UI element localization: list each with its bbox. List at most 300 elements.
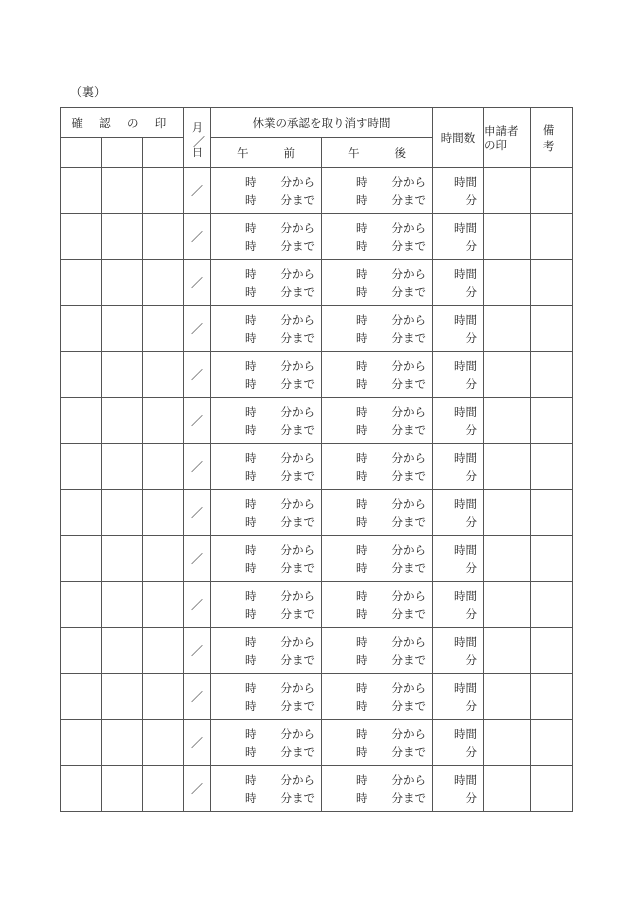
from-label: 分から — [280, 174, 316, 189]
seal-cell-1[interactable] — [61, 628, 102, 674]
am-time-cell[interactable] — [211, 674, 322, 720]
until-label: 分まで — [280, 514, 316, 529]
remarks-cell[interactable] — [531, 168, 573, 214]
hours-unit-label: 時間 — [454, 726, 478, 741]
hour-label: 時 — [245, 450, 257, 465]
hour-label: 時 — [356, 790, 368, 805]
date-slash: ／ — [191, 276, 204, 290]
hour-label: 時 — [245, 266, 257, 281]
seal-cell-2[interactable] — [102, 490, 143, 536]
date-cell[interactable] — [184, 444, 211, 490]
hour-label: 時 — [245, 652, 257, 667]
hour-label: 時 — [356, 468, 368, 483]
seal-cell-1[interactable] — [61, 214, 102, 260]
hour-label: 時 — [245, 192, 257, 207]
minutes-unit-label: 分 — [465, 238, 478, 253]
seal-cell-3[interactable] — [143, 306, 184, 352]
pm-time-cell[interactable] — [322, 444, 433, 490]
applicant-seal-cell[interactable] — [484, 168, 531, 214]
table-row — [61, 444, 573, 490]
from-label: 分から — [280, 266, 316, 281]
hour-label: 時 — [356, 726, 368, 741]
seal-cell-1[interactable] — [61, 168, 102, 214]
hours-unit-label: 時間 — [454, 312, 478, 327]
date-cell[interactable] — [184, 766, 211, 812]
applicant-seal-line1: 申請者 — [484, 123, 519, 138]
from-label: 分から — [280, 588, 316, 603]
hour-label: 時 — [245, 698, 257, 713]
from-label: 分から — [391, 174, 427, 189]
day-label: 日 — [192, 146, 204, 159]
until-label: 分まで — [391, 698, 427, 713]
date-slash: ／ — [191, 506, 204, 520]
date-slash: ／ — [191, 414, 204, 428]
table-row — [61, 214, 573, 260]
applicant-seal-cell[interactable] — [484, 352, 531, 398]
date-slash: ／ — [191, 598, 204, 612]
seal-cell-3[interactable] — [143, 490, 184, 536]
seal-cell-1[interactable] — [61, 766, 102, 812]
applicant-seal-cell[interactable] — [484, 536, 531, 582]
seal-cell-2[interactable] — [102, 214, 143, 260]
from-label: 分から — [280, 772, 316, 787]
hour-label: 時 — [356, 588, 368, 603]
seal-cell-2[interactable] — [102, 168, 143, 214]
hour-label: 時 — [245, 680, 257, 695]
date-slash: ／ — [191, 460, 204, 474]
from-label: 分から — [391, 680, 427, 695]
seal-cell-3[interactable] — [143, 674, 184, 720]
remarks-cell[interactable] — [531, 536, 573, 582]
hours-count-cell[interactable] — [433, 444, 484, 490]
until-label: 分まで — [391, 560, 427, 575]
hours-count-cell[interactable] — [433, 536, 484, 582]
am-time-cell[interactable] — [211, 398, 322, 444]
date-cell[interactable] — [184, 168, 211, 214]
hour-label: 時 — [356, 422, 368, 437]
table-row — [61, 582, 573, 628]
table-row — [61, 398, 573, 444]
hour-label: 時 — [356, 496, 368, 511]
hour-label: 時 — [245, 726, 257, 741]
date-cell[interactable] — [184, 214, 211, 260]
hour-label: 時 — [356, 192, 368, 207]
from-label: 分から — [280, 634, 316, 649]
hour-label: 時 — [245, 404, 257, 419]
hours-unit-label: 時間 — [454, 680, 478, 695]
hour-label: 時 — [356, 284, 368, 299]
hours-count-cell[interactable] — [433, 766, 484, 812]
seal-cell-2[interactable] — [102, 260, 143, 306]
date-slash: ／ — [191, 644, 204, 658]
am-time-cell[interactable] — [211, 444, 322, 490]
remarks-header: 備 考 — [531, 108, 573, 168]
pm-time-cell[interactable] — [322, 720, 433, 766]
hour-label: 時 — [356, 634, 368, 649]
remarks-cell[interactable] — [531, 766, 573, 812]
applicant-seal-cell[interactable] — [484, 214, 531, 260]
from-label: 分から — [280, 496, 316, 511]
until-label: 分まで — [391, 606, 427, 621]
minutes-unit-label: 分 — [465, 652, 478, 667]
hour-label: 時 — [356, 744, 368, 759]
pm-time-cell[interactable] — [322, 628, 433, 674]
hours-unit-label: 時間 — [454, 634, 478, 649]
remarks-cell[interactable] — [531, 398, 573, 444]
hour-label: 時 — [245, 468, 257, 483]
minutes-unit-label: 分 — [465, 422, 478, 437]
hour-label: 時 — [356, 450, 368, 465]
remarks-cell[interactable] — [531, 674, 573, 720]
hour-label: 時 — [245, 238, 257, 253]
from-label: 分から — [280, 450, 316, 465]
until-label: 分まで — [391, 192, 427, 207]
until-label: 分まで — [280, 606, 316, 621]
remarks-cell[interactable] — [531, 582, 573, 628]
from-label: 分から — [280, 726, 316, 741]
month-day-slash: ／ — [193, 135, 206, 149]
seal-cell-2[interactable] — [102, 352, 143, 398]
hour-label: 時 — [245, 358, 257, 373]
hours-unit-label: 時間 — [454, 358, 478, 373]
from-label: 分から — [391, 220, 427, 235]
applicant-seal-cell[interactable] — [484, 490, 531, 536]
hour-label: 時 — [245, 220, 257, 235]
remarks-cell[interactable] — [531, 260, 573, 306]
applicant-seal-cell[interactable] — [484, 766, 531, 812]
seal-cell-1[interactable] — [61, 674, 102, 720]
applicant-seal-cell[interactable] — [484, 628, 531, 674]
table-row — [61, 306, 573, 352]
pm-time-cell[interactable] — [322, 536, 433, 582]
month-day-header — [184, 108, 211, 168]
am-time-cell[interactable] — [211, 352, 322, 398]
am-time-cell[interactable] — [211, 260, 322, 306]
minutes-unit-label: 分 — [465, 376, 478, 391]
date-cell[interactable] — [184, 536, 211, 582]
until-label: 分まで — [280, 744, 316, 759]
date-slash: ／ — [191, 230, 204, 244]
header-row-1 — [61, 108, 573, 138]
pm-time-cell[interactable] — [322, 214, 433, 260]
hour-label: 時 — [356, 772, 368, 787]
date-slash: ／ — [191, 184, 204, 198]
minutes-unit-label: 分 — [465, 330, 478, 345]
minutes-unit-label: 分 — [465, 192, 478, 207]
seal-cell-3[interactable] — [143, 628, 184, 674]
pm-char-2: 後 — [394, 145, 407, 160]
pm-char-1: 午 — [348, 145, 360, 160]
until-label: 分まで — [280, 376, 316, 391]
date-cell[interactable] — [184, 260, 211, 306]
until-label: 分まで — [391, 744, 427, 759]
seal-cell-3[interactable] — [143, 536, 184, 582]
hour-label: 時 — [356, 358, 368, 373]
hours-unit-label: 時間 — [454, 496, 478, 511]
hour-label: 時 — [245, 376, 257, 391]
am-time-cell[interactable] — [211, 490, 322, 536]
seal-cell-3[interactable] — [143, 766, 184, 812]
seal-cell-2[interactable] — [102, 720, 143, 766]
from-label: 分から — [280, 358, 316, 373]
seal-cell-1[interactable] — [61, 536, 102, 582]
remarks-cell[interactable] — [531, 720, 573, 766]
am-time-cell[interactable] — [211, 582, 322, 628]
seal-cell-1[interactable] — [61, 490, 102, 536]
seal-cell-2[interactable] — [102, 444, 143, 490]
pm-time-cell[interactable] — [322, 306, 433, 352]
until-label: 分まで — [280, 468, 316, 483]
remarks-cell[interactable] — [531, 306, 573, 352]
until-label: 分まで — [280, 238, 316, 253]
remarks-cell[interactable] — [531, 444, 573, 490]
hour-label: 時 — [356, 606, 368, 621]
date-slash: ／ — [191, 368, 204, 382]
date-cell[interactable] — [184, 490, 211, 536]
until-label: 分まで — [280, 790, 316, 805]
date-slash: ／ — [191, 322, 204, 336]
confirm-seal-header: 確 認 の 印 — [61, 108, 184, 138]
hours-count-cell[interactable] — [433, 674, 484, 720]
seal-cell-3[interactable] — [143, 582, 184, 628]
month-label: 月 — [192, 121, 204, 134]
from-label: 分から — [391, 404, 427, 419]
hour-label: 時 — [356, 560, 368, 575]
hours-unit-label: 時間 — [454, 404, 478, 419]
confirm-seal-box-3 — [143, 138, 184, 168]
seal-cell-2[interactable] — [102, 582, 143, 628]
cancel-time-header: 休業の承認を取り消す時間 — [211, 108, 433, 138]
from-label: 分から — [280, 542, 316, 557]
from-label: 分から — [391, 772, 427, 787]
hour-label: 時 — [245, 422, 257, 437]
table-row — [61, 168, 573, 214]
until-label: 分まで — [280, 422, 316, 437]
hours-unit-label: 時間 — [454, 772, 478, 787]
remarks-cell[interactable] — [531, 214, 573, 260]
pm-time-cell[interactable] — [322, 260, 433, 306]
seal-cell-1[interactable] — [61, 352, 102, 398]
seal-cell-2[interactable] — [102, 674, 143, 720]
seal-cell-2[interactable] — [102, 306, 143, 352]
confirm-seal-box-1 — [61, 138, 102, 168]
from-label: 分から — [280, 220, 316, 235]
seal-cell-2[interactable] — [102, 398, 143, 444]
remarks-cell[interactable] — [531, 628, 573, 674]
am-char-2: 前 — [283, 145, 296, 160]
date-cell[interactable] — [184, 674, 211, 720]
hour-label: 時 — [356, 312, 368, 327]
minutes-unit-label: 分 — [465, 790, 478, 805]
hours-count-cell[interactable] — [433, 628, 484, 674]
hours-count-cell[interactable] — [433, 260, 484, 306]
hours-count-cell[interactable] — [433, 168, 484, 214]
hour-label: 時 — [356, 514, 368, 529]
hour-label: 時 — [356, 174, 368, 189]
seal-cell-1[interactable] — [61, 260, 102, 306]
from-label: 分から — [391, 266, 427, 281]
hour-label: 時 — [245, 514, 257, 529]
hours-unit-label: 時間 — [454, 542, 478, 557]
minutes-unit-label: 分 — [465, 698, 478, 713]
hour-label: 時 — [356, 680, 368, 695]
seal-cell-3[interactable] — [143, 720, 184, 766]
date-cell[interactable] — [184, 720, 211, 766]
hour-label: 時 — [245, 330, 257, 345]
until-label: 分まで — [391, 652, 427, 667]
applicant-seal-cell[interactable] — [484, 260, 531, 306]
until-label: 分まで — [391, 376, 427, 391]
am-time-cell[interactable] — [211, 168, 322, 214]
date-cell[interactable] — [184, 582, 211, 628]
pm-header — [322, 138, 433, 168]
hours-unit-label: 時間 — [454, 588, 478, 603]
back-side-label: （裏） — [70, 85, 107, 99]
hour-label: 時 — [245, 560, 257, 575]
applicant-seal-cell[interactable] — [484, 398, 531, 444]
until-label: 分まで — [280, 698, 316, 713]
minutes-unit-label: 分 — [465, 284, 478, 299]
seal-cell-1[interactable] — [61, 720, 102, 766]
remarks-cell[interactable] — [531, 490, 573, 536]
applicant-seal-cell[interactable] — [484, 306, 531, 352]
hour-label: 時 — [245, 174, 257, 189]
am-time-cell[interactable] — [211, 720, 322, 766]
hours-unit-label: 時間 — [454, 450, 478, 465]
table-row — [61, 720, 573, 766]
am-time-cell[interactable] — [211, 214, 322, 260]
seal-cell-1[interactable] — [61, 398, 102, 444]
am-header — [211, 138, 322, 168]
hours-unit-label: 時間 — [454, 174, 478, 189]
am-time-cell[interactable] — [211, 766, 322, 812]
seal-cell-3[interactable] — [143, 260, 184, 306]
from-label: 分から — [391, 588, 427, 603]
am-time-cell[interactable] — [211, 306, 322, 352]
hours-count-cell[interactable] — [433, 582, 484, 628]
hour-label: 時 — [356, 220, 368, 235]
applicant-seal-cell[interactable] — [484, 674, 531, 720]
date-cell[interactable] — [184, 352, 211, 398]
until-label: 分まで — [391, 422, 427, 437]
hours-count-cell[interactable] — [433, 398, 484, 444]
applicant-seal-cell[interactable] — [484, 720, 531, 766]
from-label: 分から — [391, 496, 427, 511]
hours-count-header: 時間数 — [433, 108, 484, 168]
seal-cell-2[interactable] — [102, 536, 143, 582]
am-time-cell[interactable] — [211, 628, 322, 674]
until-label: 分まで — [391, 790, 427, 805]
seal-cell-1[interactable] — [61, 444, 102, 490]
applicant-seal-cell[interactable] — [484, 444, 531, 490]
until-label: 分まで — [391, 238, 427, 253]
seal-cell-3[interactable] — [143, 444, 184, 490]
hours-count-cell[interactable] — [433, 490, 484, 536]
hours-unit-label: 時間 — [454, 266, 478, 281]
from-label: 分から — [391, 312, 427, 327]
pm-time-cell[interactable] — [322, 398, 433, 444]
hour-label: 時 — [245, 744, 257, 759]
seal-cell-2[interactable] — [102, 766, 143, 812]
pm-time-cell[interactable] — [322, 490, 433, 536]
pm-time-cell[interactable] — [322, 766, 433, 812]
until-label: 分まで — [391, 284, 427, 299]
until-label: 分まで — [280, 652, 316, 667]
hour-label: 時 — [356, 238, 368, 253]
seal-cell-2[interactable] — [102, 628, 143, 674]
hour-label: 時 — [245, 634, 257, 649]
table-row — [61, 536, 573, 582]
confirm-seal-box-2 — [102, 138, 143, 168]
seal-cell-3[interactable] — [143, 352, 184, 398]
date-cell[interactable] — [184, 628, 211, 674]
seal-cell-1[interactable] — [61, 582, 102, 628]
hours-count-cell[interactable] — [433, 306, 484, 352]
seal-cell-3[interactable] — [143, 214, 184, 260]
hours-unit-label: 時間 — [454, 220, 478, 235]
seal-cell-3[interactable] — [143, 398, 184, 444]
hour-label: 時 — [356, 330, 368, 345]
hour-label: 時 — [356, 266, 368, 281]
minutes-unit-label: 分 — [465, 514, 478, 529]
table-row — [61, 674, 573, 720]
from-label: 分から — [280, 312, 316, 327]
pm-time-cell[interactable] — [322, 582, 433, 628]
from-label: 分から — [280, 404, 316, 419]
hours-count-cell[interactable] — [433, 214, 484, 260]
hours-count-cell[interactable] — [433, 720, 484, 766]
am-time-cell[interactable] — [211, 536, 322, 582]
until-label: 分まで — [280, 192, 316, 207]
hour-label: 時 — [356, 404, 368, 419]
pm-time-cell[interactable] — [322, 352, 433, 398]
hour-label: 時 — [245, 588, 257, 603]
date-cell[interactable] — [184, 398, 211, 444]
remarks-cell[interactable] — [531, 352, 573, 398]
applicant-seal-header — [484, 108, 531, 168]
seal-cell-1[interactable] — [61, 306, 102, 352]
hour-label: 時 — [245, 284, 257, 299]
hour-label: 時 — [245, 606, 257, 621]
until-label: 分まで — [391, 514, 427, 529]
hours-count-cell[interactable] — [433, 352, 484, 398]
table-row — [61, 260, 573, 306]
minutes-unit-label: 分 — [465, 606, 478, 621]
hour-label: 時 — [356, 652, 368, 667]
minutes-unit-label: 分 — [465, 744, 478, 759]
pm-time-cell[interactable] — [322, 168, 433, 214]
date-slash: ／ — [191, 552, 204, 566]
table-row — [61, 352, 573, 398]
applicant-seal-cell[interactable] — [484, 582, 531, 628]
table-row — [61, 490, 573, 536]
hour-label: 時 — [245, 542, 257, 557]
from-label: 分から — [391, 726, 427, 741]
hour-label: 時 — [356, 542, 368, 557]
seal-cell-3[interactable] — [143, 168, 184, 214]
hour-label: 時 — [356, 698, 368, 713]
hour-label: 時 — [245, 496, 257, 511]
applicant-seal-line2: の印 — [484, 137, 508, 152]
date-slash: ／ — [191, 782, 204, 796]
from-label: 分から — [391, 542, 427, 557]
pm-time-cell[interactable] — [322, 674, 433, 720]
hour-label: 時 — [356, 376, 368, 391]
am-char-1: 午 — [237, 145, 249, 160]
hour-label: 時 — [245, 772, 257, 787]
minutes-unit-label: 分 — [465, 468, 478, 483]
date-cell[interactable] — [184, 306, 211, 352]
